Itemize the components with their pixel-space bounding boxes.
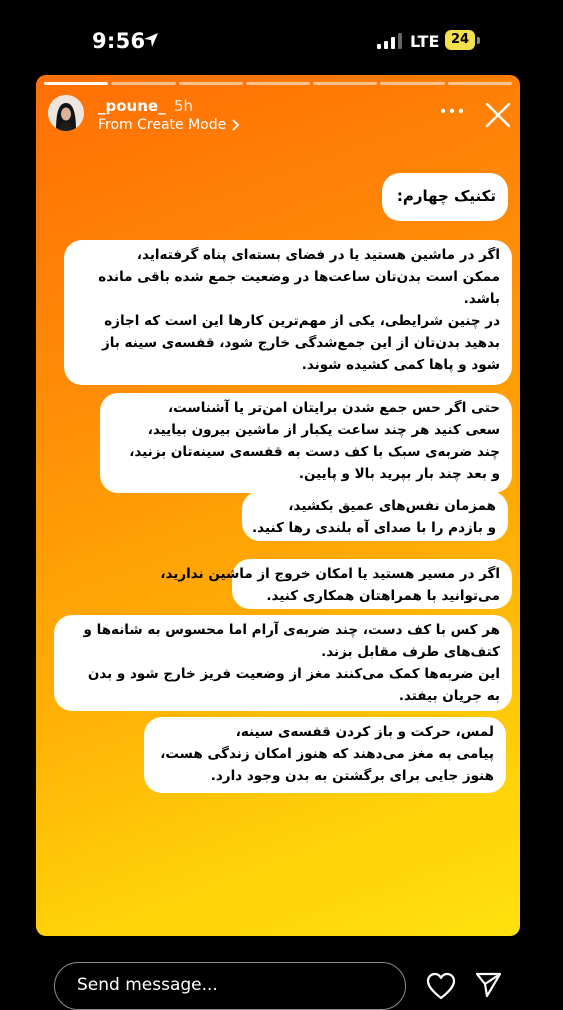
bubble-line: کتف‌های طرف مقابل بزند. [321, 644, 500, 660]
avatar[interactable] [48, 95, 84, 131]
bubble-line: همزمان نفس‌های عمیق بکشید، [288, 498, 496, 514]
location-arrow-icon [143, 32, 159, 48]
bubble-line: بدهید بدن‌تان از این جمع‌شدگی خارج شود، قفسه‌ی سینه باز [101, 335, 500, 351]
bubble-line: هنوز جایی برای برگشتن به بدن وجود دارد. [210, 768, 494, 784]
story-progress-segment [313, 82, 377, 85]
bubble-line: و بازدم را با صدای آه بلندی رها کنید. [252, 520, 496, 536]
send-icon[interactable] [474, 970, 502, 998]
text-bubble [242, 491, 508, 541]
bubble-line: به جریان بیفتد. [398, 688, 500, 704]
bubble-line: حتی اگر حس جمع شدن برایتان امن‌تر یا آشناست، [168, 400, 500, 416]
text-bubble [144, 717, 506, 793]
chevron-right-icon [231, 119, 241, 131]
send-message-placeholder: Send message... [77, 975, 218, 995]
create-mode-link[interactable] [98, 117, 241, 133]
bubble-line: شود و پاها کمی کشیده شوند. [301, 357, 500, 373]
send-message-input[interactable] [54, 962, 406, 1010]
status-time: 9:56 [92, 29, 146, 53]
bubble-line: این ضربه‌ها کمک می‌کنند مغز از وضعیت فریز خارج شود و بدن [87, 666, 500, 682]
bubble-line: باشد. [463, 291, 500, 307]
story-progress-segment [380, 82, 444, 85]
bubble-line: در چنین شرایطی، یکی از مهم‌ترین کارها این است که اجازه [104, 313, 500, 329]
avatar-image [48, 95, 84, 131]
battery-level: 24 [450, 32, 470, 47]
bubble-line: تکنیک چهارم: [396, 187, 496, 205]
bubble-line: سعی کنید هر چند ساعت یکبار از ماشین بیرون بیایید، [147, 422, 500, 438]
network-type: LTE [410, 32, 440, 51]
battery-icon [445, 30, 481, 51]
create-mode-label: From Create Mode [98, 117, 227, 133]
more-horizontal-icon[interactable] [440, 107, 464, 115]
heart-icon[interactable] [426, 972, 456, 1000]
bubble-line: لمس، حرکت و باز کردن قفسه‌ی سینه، [235, 724, 494, 740]
bubble-line: و بعد چند بار بپرید بالا و پایین. [298, 466, 500, 482]
text-bubble [54, 615, 512, 711]
bubble-line: می‌توانید با همراهتان همکاری کنید. [266, 588, 500, 604]
bubble-line: ممکن است بدن‌تان ساعت‌ها در وضعیت جمع شده باقی مانده [98, 269, 500, 285]
text-bubble [160, 559, 512, 609]
story-progress-segment [179, 82, 243, 85]
text-bubble [64, 240, 512, 385]
bubble-line: چند ضربه‌ی سبک با کف دست به قفسه‌ی سینه‌تان بزنید، [129, 444, 500, 460]
text-bubble [382, 173, 508, 221]
text-bubble [100, 393, 512, 493]
status-bar [0, 0, 563, 80]
story-age: 5h [174, 97, 194, 115]
story-progress-segment [246, 82, 310, 85]
close-icon[interactable] [485, 102, 511, 128]
story-progress-segment [111, 82, 175, 85]
story-progress-segment [448, 82, 512, 85]
bubble-line: هر کس با کف دست، چند ضربه‌ی آرام اما محسوس به شانه‌ها و [83, 622, 500, 638]
story-progress-segment [44, 82, 108, 85]
bubble-line: اگر در ماشین هستید یا در فضای بسته‌ای پناه گرفته‌اید، [136, 247, 500, 263]
bubble-line: اگر در مسیر هستید یا امکان خروج از ماشین ندارید، [160, 566, 500, 582]
story-username[interactable]: _poune_ [98, 97, 166, 115]
story-progress [44, 82, 512, 85]
cellular-signal-icon [377, 33, 403, 49]
bubble-line: پیامی به مغز می‌دهند که هنوز امکان زندگی هست، [160, 746, 494, 762]
story-viewer[interactable] [36, 75, 520, 936]
